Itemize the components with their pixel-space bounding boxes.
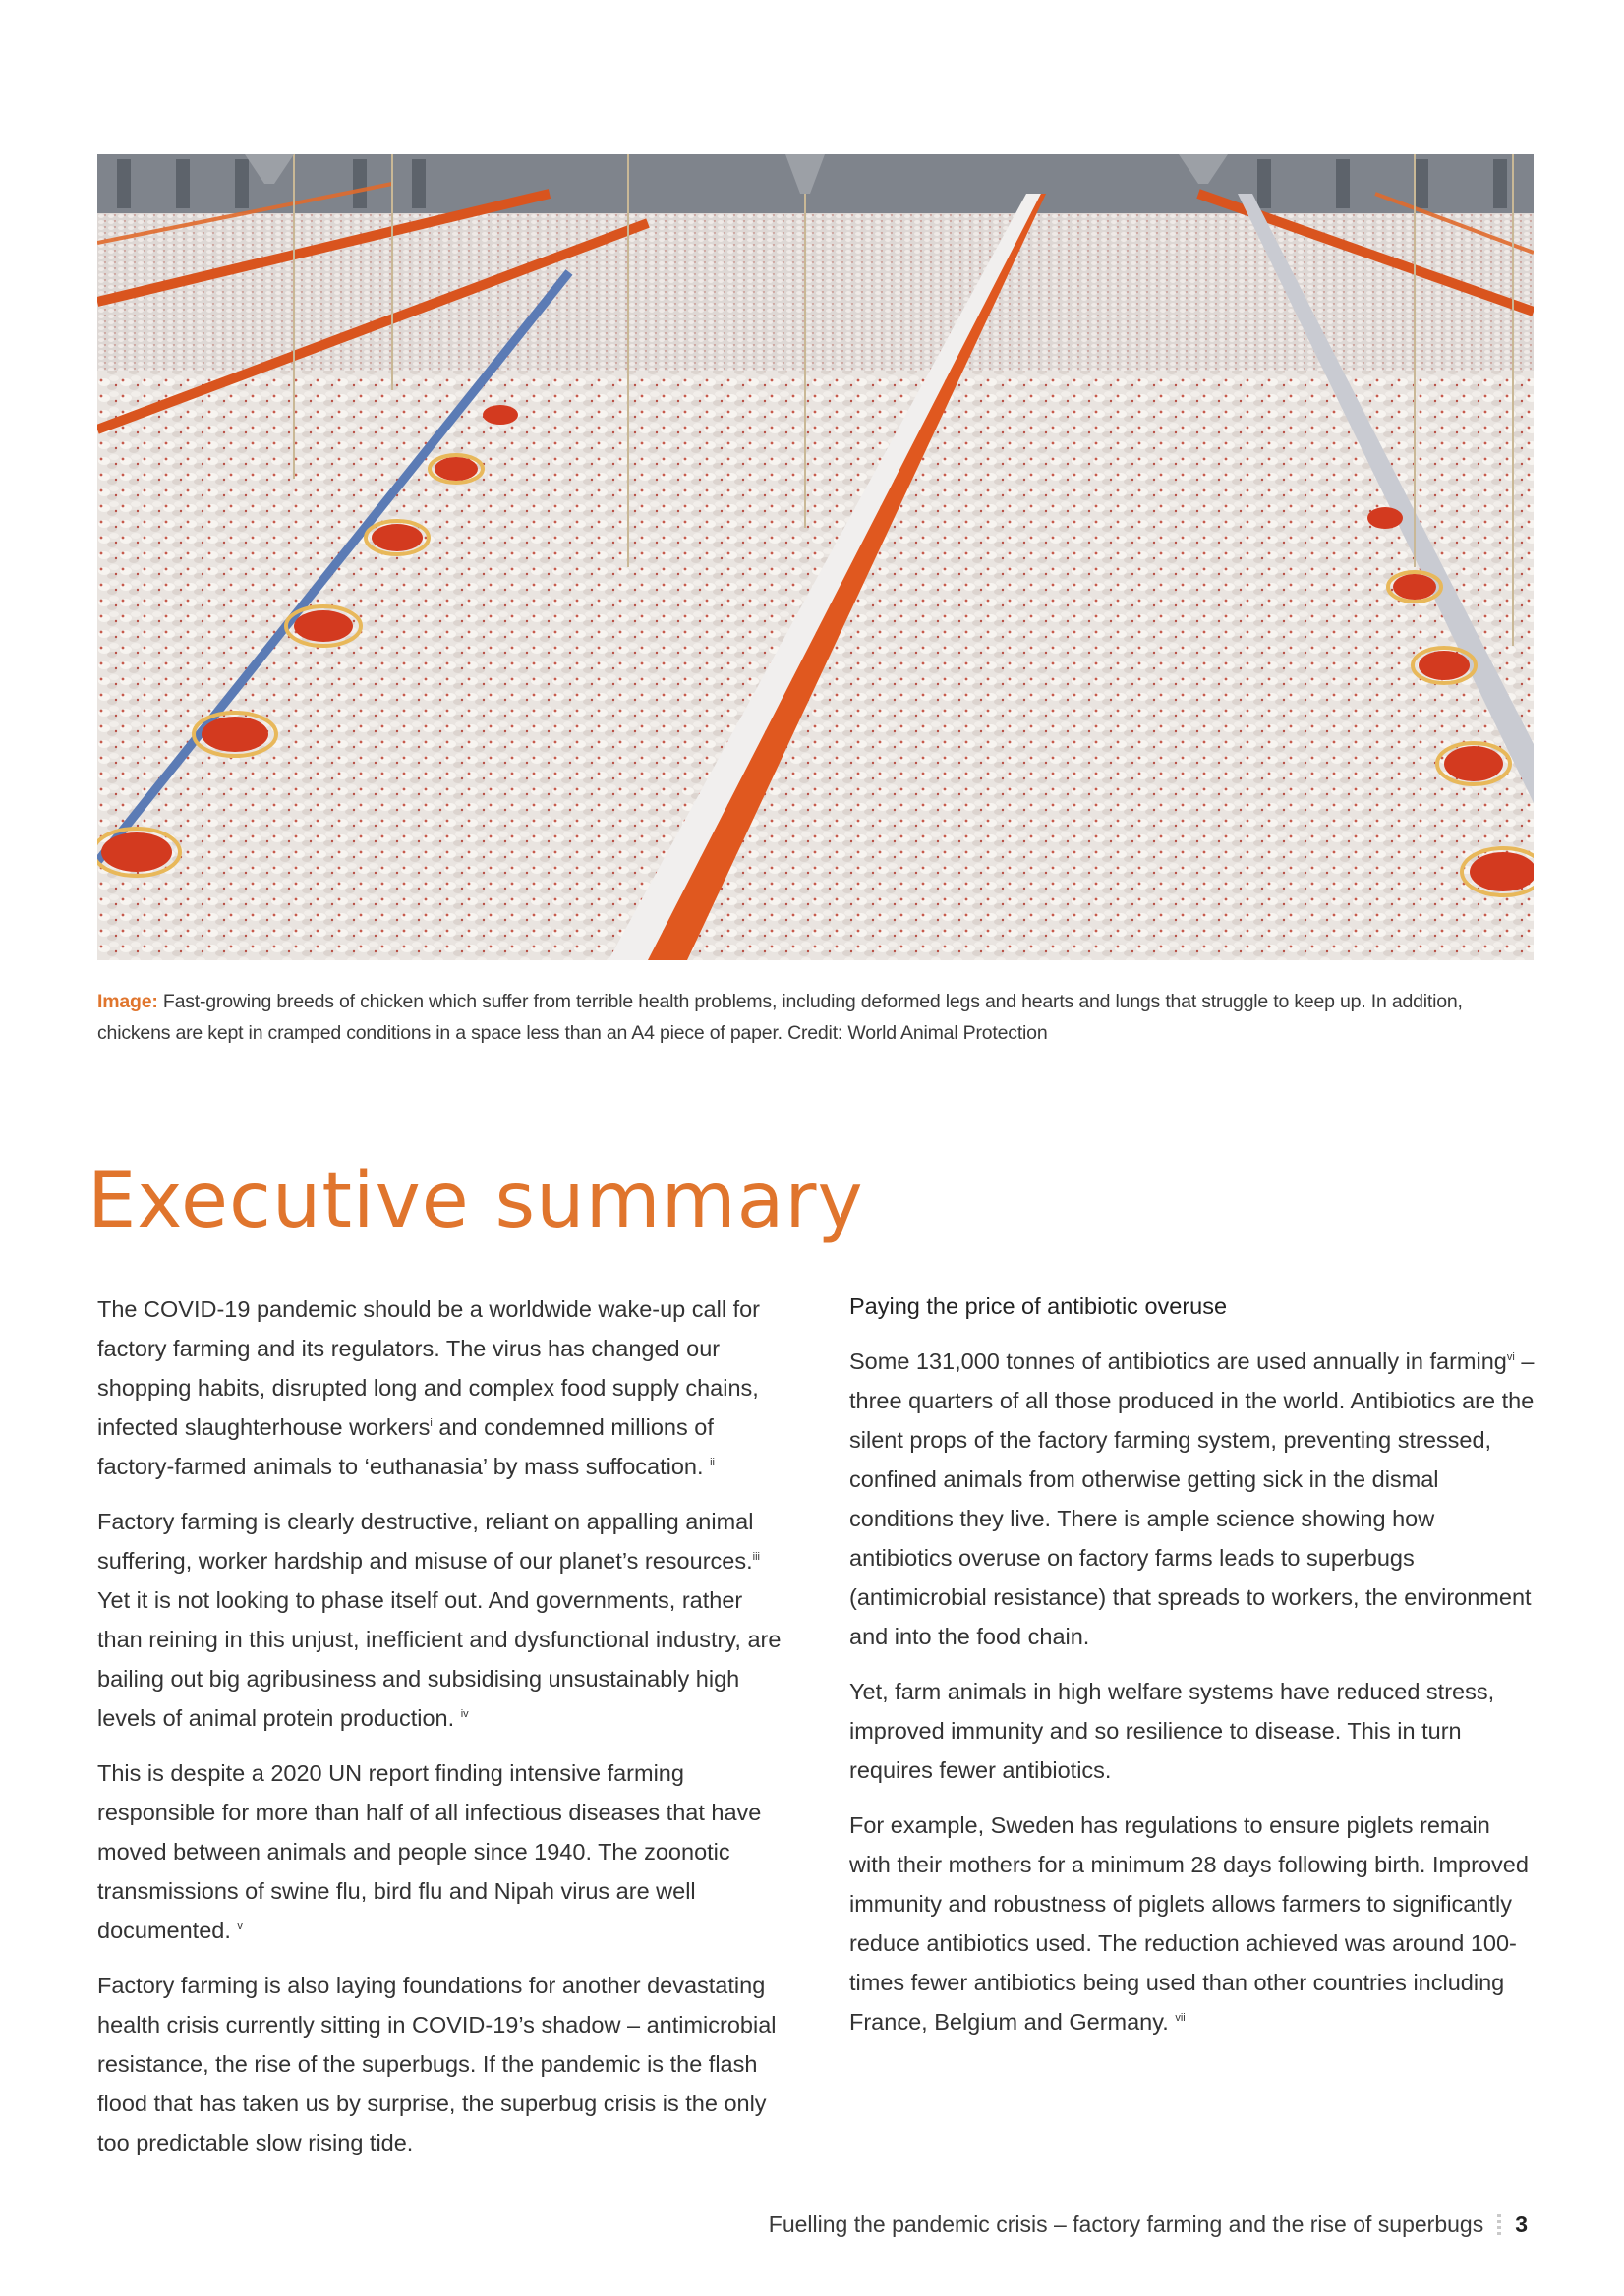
page-number: 3 xyxy=(1515,2211,1528,2237)
footnote-ref[interactable]: v xyxy=(237,1921,243,1933)
paragraph xyxy=(97,1290,785,1486)
paragraph xyxy=(97,1753,785,1950)
paragraph xyxy=(97,1502,785,1738)
paragraph xyxy=(97,1966,785,2162)
paragraph xyxy=(849,1672,1537,1790)
paragraph-text: – three quarters of all those produced in the world. Antibiotics are the silent props of the factory farming system, preventing stressed, confined animals from otherwise getting sick in the dismal conditions they live. There is ample science showing how antibiotics overuse on factory farms leads to superbugs (antimicrobial resistance) that spreads to workers, the environment and into the food chain. xyxy=(849,1349,1535,1649)
chicken-farm-photo xyxy=(97,154,1534,960)
footnote-ref[interactable]: iii xyxy=(752,1551,760,1564)
footer-divider xyxy=(1497,2214,1501,2236)
paragraph-text: This is despite a 2020 UN report finding intensive farming responsible for more than half of all infectious diseases that have moved between animals and people since 1940. The zoonotic transmissions of swine flu, bird flu and Nipah virus are well documented. xyxy=(97,1760,762,1943)
paragraph-text: Some 131,000 tonnes of antibiotics are used annually in farming xyxy=(849,1349,1507,1374)
footnote-ref[interactable]: vi xyxy=(1506,1351,1515,1364)
paragraph-text: Yet it is not looking to phase itself out. And governments, rather than reining in this unjust, inefficient and dysfunctional industry, are bailing out big agribusiness and subsidising unsustainably high levels of animal protein production. xyxy=(97,1587,782,1731)
paragraph-text: The COVID-19 pandemic should be a worldwide wake-up call for factory farming and its regulators. The virus has changed our shopping habits, disrupted long and complex food supply chains, infected slaughterhouse workers xyxy=(97,1296,760,1440)
footnote-ref[interactable]: i xyxy=(430,1417,433,1430)
paragraph-text: and condemned millions of factory-farmed animals to ‘euthanasia’ by mass suffocation. xyxy=(97,1414,714,1479)
chicken-farm-illustration xyxy=(97,154,1534,960)
paragraph-text: For example, Sweden has regulations to ensure piglets remain with their mothers for a minimum 28 days following birth. Improved immunity and robustness of piglets allows farmers to significantly reduce antibiotics used. The reduction achieved was around 100-times fewer antibiotics being used than other countries including France, Belgium and Germany. xyxy=(849,1812,1529,2035)
paragraph xyxy=(849,1806,1537,2041)
right-column xyxy=(849,1287,1537,2057)
page-title: Executive summary xyxy=(87,1157,864,1245)
footnote-ref[interactable]: iv xyxy=(460,1708,469,1721)
footer-title: Fuelling the pandemic crisis – factory farming and the rise of superbugs xyxy=(768,2211,1484,2237)
section-subheading: Paying the price of antibiotic overuse xyxy=(849,1293,1228,1319)
paragraph-text: Factory farming is also laying foundations for another devastating health crisis currently sitting in COVID-19’s shadow – antimicrobial resistance, the rise of the superbugs. If the pandemic is the flash flood that has taken us by surprise, the superbug crisis is the only too predictable slow rising tide. xyxy=(97,1973,777,2155)
left-column xyxy=(97,1290,785,2178)
caption-text: Fast-growing breeds of chicken which suffer from terrible health problems, including deformed legs and hearts and lungs that struggle to keep up. In addition, chickens are kept in cramped conditions in a space less than an A4 piece of paper. Credit: World Animal Protection xyxy=(97,991,1463,1044)
image-caption xyxy=(97,986,1534,1049)
footnote-ref[interactable]: ii xyxy=(710,1457,715,1469)
caption-label: Image: xyxy=(97,991,158,1012)
paragraph xyxy=(849,1342,1537,1656)
paragraph-text: Factory farming is clearly destructive, reliant on appalling animal suffering, worker hardship and misuse of our planet’s resources. xyxy=(97,1509,754,1574)
page-footer xyxy=(769,2211,1528,2238)
paragraph-text: Yet, farm animals in high welfare systems have reduced stress, improved immunity and so resilience to disease. This in turn requires fewer antibiotics. xyxy=(849,1679,1495,1783)
footnote-ref[interactable]: vii xyxy=(1175,2012,1186,2025)
